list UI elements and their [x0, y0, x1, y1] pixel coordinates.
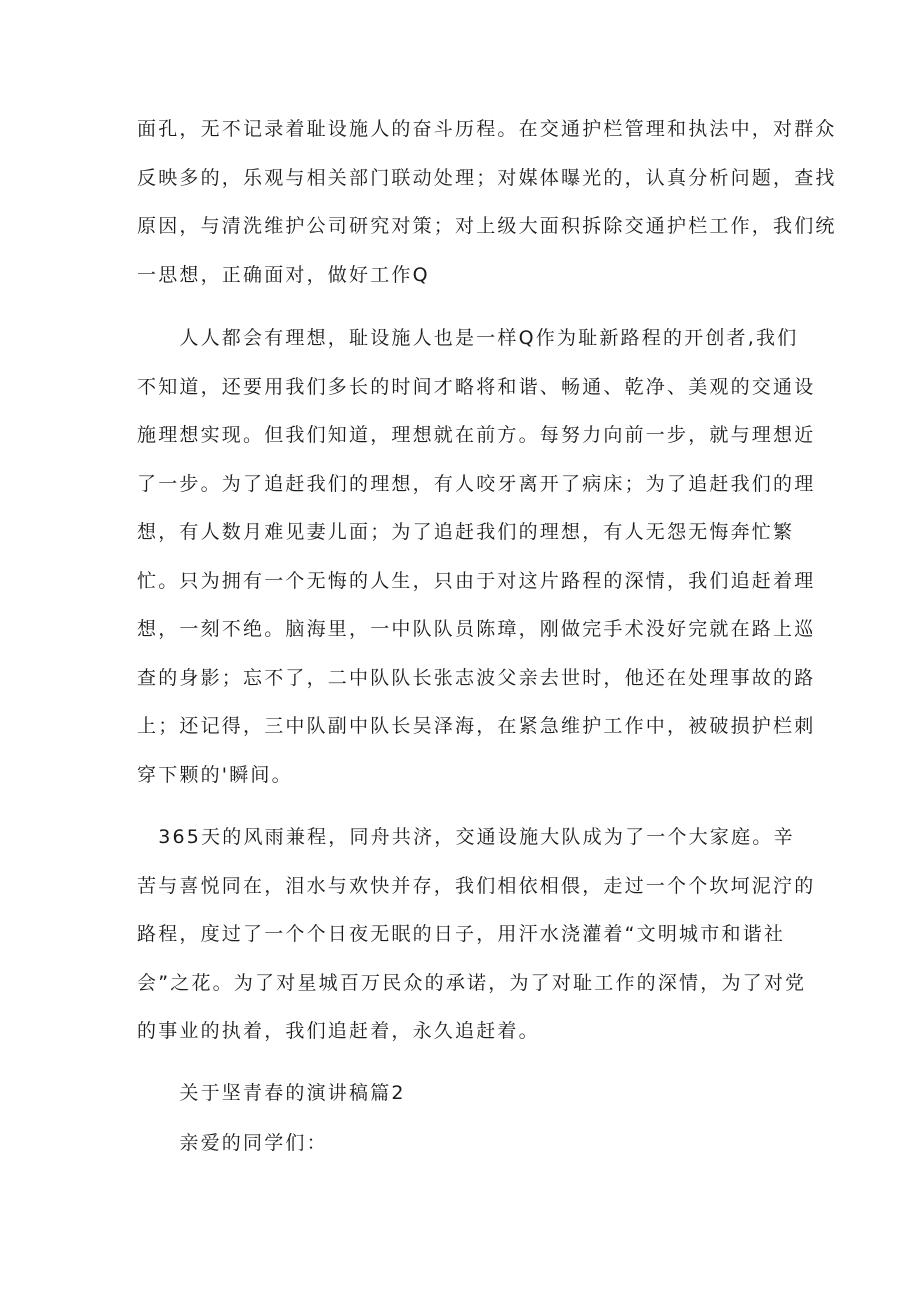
greeting-text: 亲爱的同学们：	[137, 1132, 328, 1154]
paragraph-3	[137, 813, 816, 1056]
text-line: 原因，与清洗维护公司研究对策；对上级大面积拆除交通护栏工作，我们统	[137, 215, 837, 237]
text-line: 路程，度过了一个个日夜无眠的日子，用汗水浇灌着“文明城市和谐社	[137, 923, 786, 945]
text-line: 了一步。为了追赶我们的理想，有人咬牙离开了病床；为了追赶我们的理	[137, 472, 816, 495]
heading-text: 关于坚青春的演讲稿篇2	[137, 1082, 406, 1104]
text-line: 上；还记得，三中队副中队长吴泽海，在紧急维护工作中，被破损护栏刺	[137, 715, 816, 737]
text-line: 想，一刻不绝。脑海里，一中队队员陈璋，刚做完手术没好完就在路上巡	[137, 618, 816, 640]
text-line: 不知道，还要用我们多长的时间才略将和谐、畅通、乾净、美观的交通设	[137, 375, 816, 398]
text-line: 一思想，正确面对，做好工作Q	[137, 263, 430, 286]
greeting	[137, 1119, 787, 1168]
text-line: 的事业的执着，我们追赶着，永久追赶着。	[137, 1020, 540, 1042]
text-line: 会”之花。为了对星城百万民众的承诺，为了对耻工作的深情，为了对党	[137, 971, 807, 994]
text-line: 查的身影；忘不了，二中队队长张志波父亲去世时，他还在处理事故的路	[137, 666, 816, 689]
text-line: 反映多的，乐观与相关部门联动处理；对媒体曝光的，认真分析问题，查找	[137, 166, 837, 189]
text-line: 面孔，无不记录着耻设施人的奋斗历程。在交通护栏管理和执法中，对群众	[137, 118, 837, 140]
paragraph-2	[137, 314, 816, 799]
text-line: 穿下颗的'瞬间。	[137, 763, 293, 786]
text-line: 施理想实现。但我们知道，理想就在前方。每努力向前一步，就与理想近	[137, 424, 816, 446]
text-line: 苦与喜悦同在，泪水与欢快并存，我们相依相偎，走过一个个坎坷泥泞的	[137, 874, 816, 897]
text-line: 365天的风雨兼程，同舟共济，交通设施大队成为了一个大家庭。辛	[137, 826, 795, 848]
text-line: 人人都会有理想，耻设施人也是一样Q作为耻新路程的开创者,我们	[137, 327, 799, 349]
paragraph-1	[137, 105, 837, 299]
text-line: 想，有人数月难见妻儿面；为了追赶我们的理想，有人无怨无悔奔忙繁	[137, 521, 795, 543]
section-heading	[137, 1069, 787, 1118]
text-line: 忙。只为拥有一个无悔的人生，只由于对这片路程的深情，我们追赶着理	[137, 569, 816, 592]
